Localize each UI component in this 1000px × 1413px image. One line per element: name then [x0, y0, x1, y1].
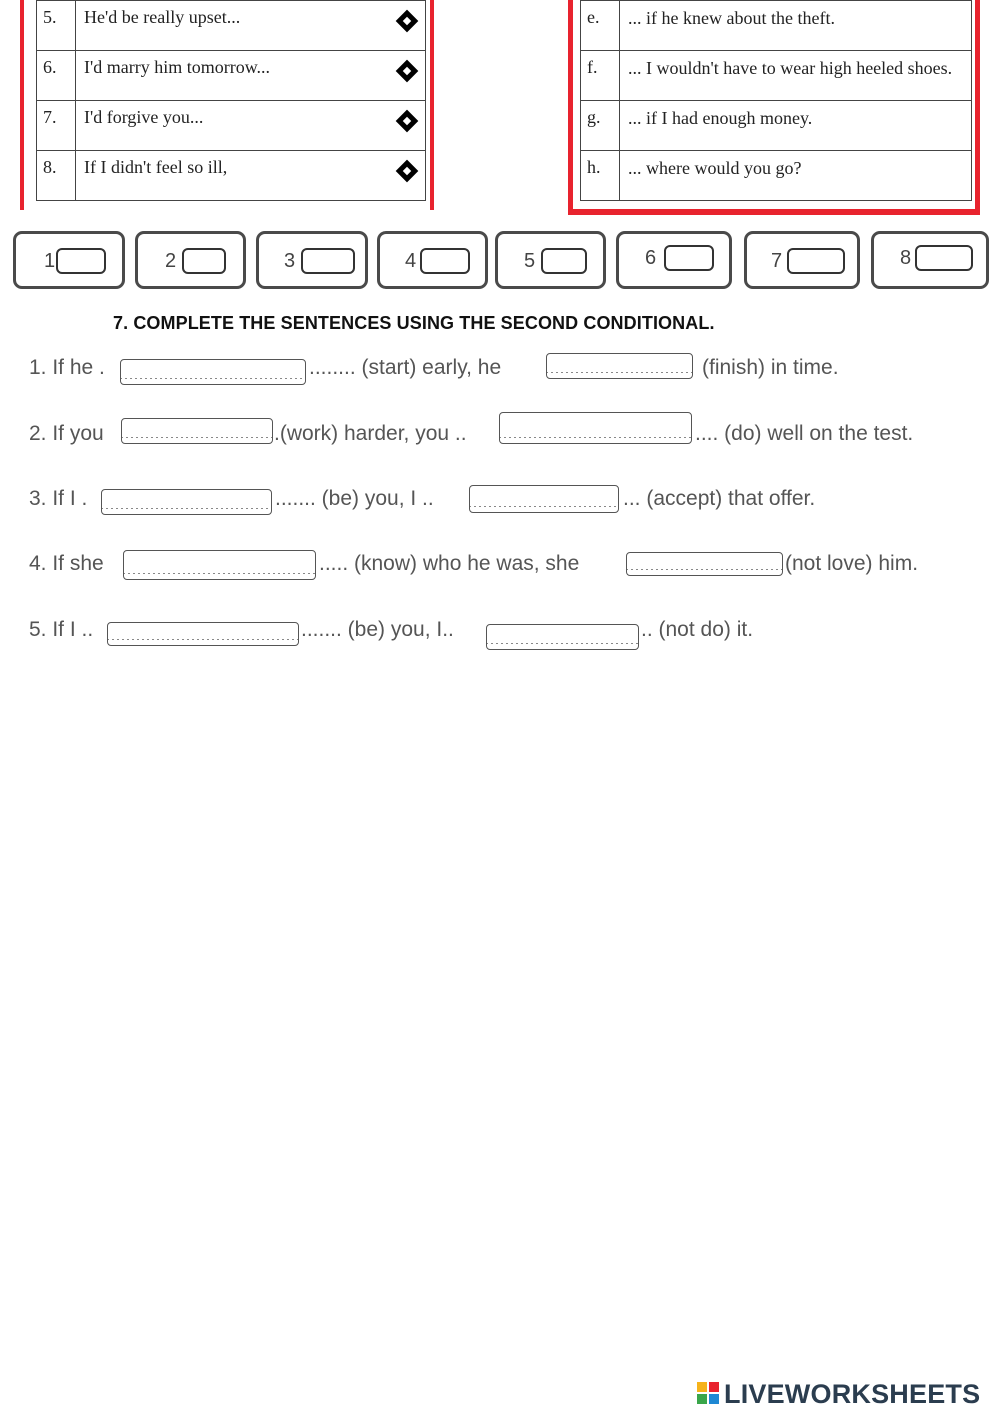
- sentence-text: .... (do) well on the test.: [695, 422, 914, 445]
- right-table-frame: [568, 0, 980, 215]
- logo-text: LIVEWORKSHEETS: [724, 1379, 981, 1409]
- sentence-5-blank-2[interactable]: [486, 624, 639, 650]
- item-text-label: I'd forgive you...: [84, 107, 204, 127]
- item-text-label: He'd be really upset...: [84, 7, 241, 27]
- left-table-frame: [20, 0, 434, 210]
- answer-card: [744, 231, 860, 289]
- item-letter: f.: [581, 51, 620, 101]
- answer-number: 8: [900, 247, 912, 269]
- exercise-title: 7. COMPLETE THE SENTENCES USING THE SECOND CONDITIONAL.: [113, 313, 715, 333]
- item-text: [76, 51, 426, 101]
- answer-input-1[interactable]: [56, 248, 106, 274]
- logo-mark-icon: [697, 1382, 721, 1406]
- sentence-text: (not love) him.: [785, 552, 919, 575]
- answer-card: [135, 231, 246, 289]
- sentence-text: ........ (start) early, he: [309, 356, 502, 379]
- answer-card: [13, 231, 125, 289]
- sentence-3-blank-1[interactable]: [101, 489, 272, 515]
- item-text: ... where would you go?: [620, 151, 972, 201]
- table-row: [581, 1, 972, 51]
- answer-number: 5: [524, 250, 536, 272]
- table-row: [37, 151, 426, 201]
- sentence-1-blank-2[interactable]: [546, 353, 693, 379]
- answer-input-8[interactable]: [915, 245, 973, 271]
- sentence-text: 2. If you: [29, 422, 104, 445]
- answer-input-5[interactable]: [541, 248, 587, 274]
- sentence-text: 1. If he .: [29, 356, 105, 379]
- matching-table-right: [580, 0, 972, 201]
- item-letter: h.: [581, 151, 620, 201]
- sentence-text: 4. If she: [29, 552, 104, 575]
- table-row: [581, 101, 972, 151]
- matching-table-left: [36, 0, 426, 201]
- item-text-label: I'd marry him tomorrow...: [84, 57, 271, 77]
- answer-number: 7: [771, 250, 783, 272]
- answer-input-4[interactable]: [420, 248, 470, 274]
- item-text: [76, 1, 426, 51]
- item-letter: g.: [581, 101, 620, 151]
- item-text: ... if he knew about the theft.: [620, 1, 972, 51]
- answer-card: [871, 231, 989, 289]
- sentence-5-blank-1[interactable]: [107, 622, 299, 646]
- answer-input-2[interactable]: [182, 248, 226, 274]
- drag-handle-icon[interactable]: [396, 160, 419, 183]
- sentence-text: ..... (know) who he was, she: [319, 552, 580, 575]
- sentence-text: .. (not do) it.: [641, 618, 754, 641]
- item-text: [76, 101, 426, 151]
- item-text: [76, 151, 426, 201]
- table-row: [37, 1, 426, 51]
- sentence-text: (finish) in time.: [702, 356, 839, 379]
- table-row: [581, 151, 972, 201]
- answer-input-7[interactable]: [787, 248, 845, 274]
- table-row: [37, 51, 426, 101]
- item-text: ... I wouldn't have to wear high heeled shoes.: [620, 51, 972, 101]
- answer-card: [616, 231, 732, 289]
- answer-number: 6: [645, 247, 657, 269]
- answer-boxes-row: [13, 231, 991, 291]
- sentence-2-blank-1[interactable]: [121, 418, 273, 444]
- item-number: 7.: [37, 101, 76, 151]
- answer-number: 1: [44, 250, 56, 272]
- table-row: [581, 51, 972, 101]
- drag-handle-icon[interactable]: [396, 10, 419, 33]
- drag-handle-icon[interactable]: [396, 110, 419, 133]
- table-row: [37, 101, 426, 151]
- item-letter: e.: [581, 1, 620, 51]
- item-number: 6.: [37, 51, 76, 101]
- sentence-text: ....... (be) you, I..: [301, 618, 454, 641]
- answer-number: 4: [405, 250, 417, 272]
- sentence-3-blank-2[interactable]: [469, 485, 619, 513]
- sentence-text: 3. If I .: [29, 487, 88, 510]
- answer-card: [256, 231, 368, 289]
- sentence-text: .(work) harder, you ..: [274, 422, 467, 445]
- answer-card: [495, 231, 606, 289]
- answer-input-6[interactable]: [664, 245, 714, 271]
- answer-card: [377, 231, 488, 289]
- sentence-text: ... (accept) that offer.: [623, 487, 816, 510]
- item-number: 8.: [37, 151, 76, 201]
- sentence-4-blank-2[interactable]: [626, 552, 783, 576]
- sentence-text: ....... (be) you, I ..: [275, 487, 434, 510]
- sentence-1-blank-1[interactable]: [120, 359, 306, 385]
- answer-input-3[interactable]: [301, 248, 355, 274]
- drag-handle-icon[interactable]: [396, 60, 419, 83]
- sentence-2-blank-2[interactable]: [499, 412, 692, 444]
- answer-number: 2: [165, 250, 177, 272]
- item-number: 5.: [37, 1, 76, 51]
- item-text-label: If I didn't feel so ill,: [84, 157, 228, 177]
- answer-number: 3: [284, 250, 296, 272]
- sentence-text: 5. If I ..: [29, 618, 94, 641]
- item-text: ... if I had enough money.: [620, 101, 972, 151]
- sentence-4-blank-1[interactable]: [123, 550, 316, 580]
